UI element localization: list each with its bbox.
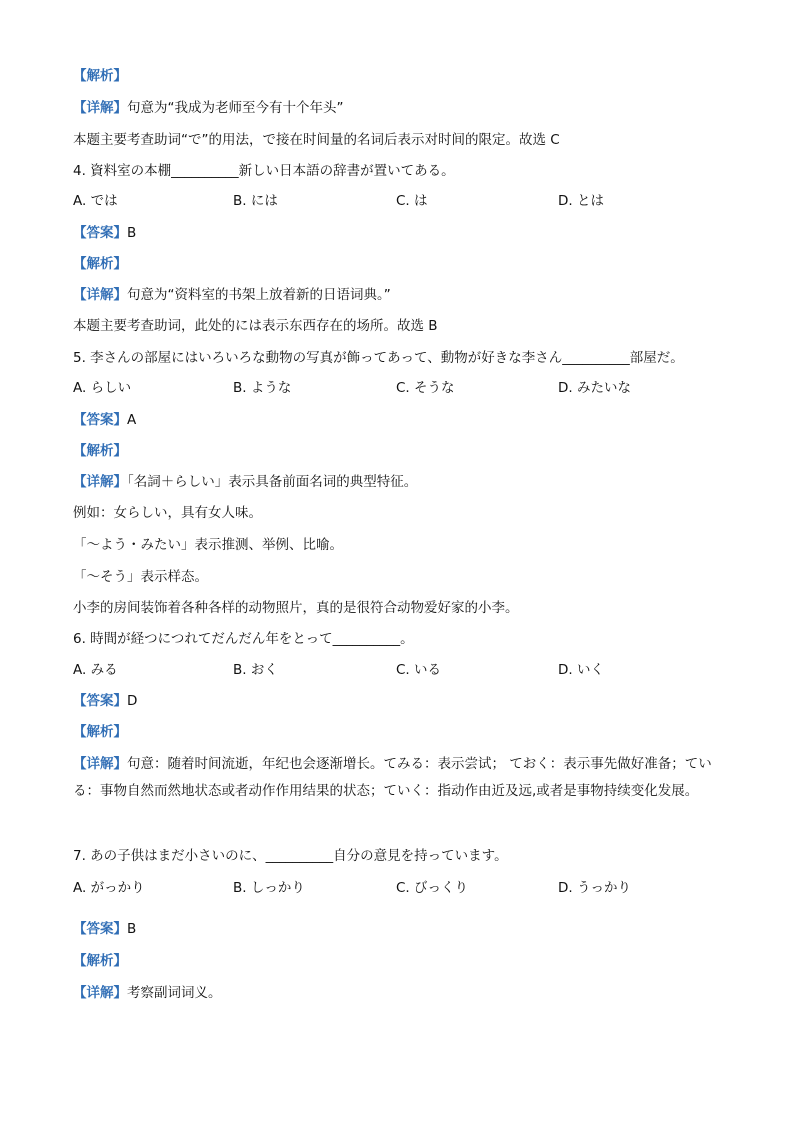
option-a: A. らしい	[73, 380, 132, 396]
detail-tag: 【详解】	[73, 756, 127, 772]
answer-value: B	[127, 225, 137, 241]
answer-line	[73, 691, 137, 711]
detail-text: 句意为“资料室的书架上放着新的日语词典。”	[127, 287, 391, 303]
detail-line	[73, 285, 391, 305]
analysis-heading: 【解析】	[73, 68, 127, 84]
analysis-heading: 【解析】	[73, 724, 127, 740]
detail-tag: 【详解】	[73, 287, 127, 303]
detail-text: 「名詞＋らしい」表示具备前面名词的典型特征。	[127, 474, 418, 490]
detail-tag: 【详解】	[73, 985, 127, 1001]
options-row	[73, 378, 733, 398]
option-b: B. おく	[233, 662, 278, 678]
detail-tag: 【详解】	[73, 474, 127, 490]
example-line: 例如：女らしい，具有女人味。	[73, 505, 262, 521]
question-7: 7. あの子供はまだ小さいのに、__________自分の意見を持っています。	[73, 848, 508, 864]
explanation-line: 「～よう・みたい」表示推测、举例、比喻。	[73, 537, 343, 553]
explanation-note: 本题主要考查助词“で”的用法，で接在时间量的名词后表示对时间的限定。故选 C	[73, 132, 560, 148]
detail-line	[73, 98, 344, 118]
detail-paragraph	[73, 751, 723, 805]
option-a: A. では	[73, 193, 118, 209]
options-row	[73, 878, 733, 898]
answer-tag: 【答案】	[73, 693, 127, 709]
option-c: C. そうな	[396, 380, 455, 396]
answer-line	[73, 410, 136, 430]
option-c: C. は	[396, 193, 428, 209]
detail-text: 句意：随着时间流逝，年纪也会逐渐增长。てみる：表示尝试； ておく：表示事先做好准备；ている：事物自然而然地状态或者动作作用结果的状态；ていく：指动作由近及远,或者是事物持续变化发展。	[73, 756, 712, 799]
detail-line	[73, 983, 222, 1003]
detail-tag: 【详解】	[73, 100, 127, 116]
answer-value: B	[127, 921, 137, 937]
analysis-heading: 【解析】	[73, 443, 127, 459]
option-c: C. いる	[396, 662, 442, 678]
answer-line	[73, 919, 136, 939]
explanation-note: 本题主要考查助词，此处的には表示东西存在的场所。故选 B	[73, 318, 438, 334]
question-5: 5. 李さんの部屋にはいろいろな動物の写真が飾ってあって、動物が好きな李さん__________部屋だ。	[73, 350, 684, 366]
analysis-heading: 【解析】	[73, 953, 127, 969]
option-c: C. びっくり	[396, 880, 469, 896]
answer-tag: 【答案】	[73, 225, 127, 241]
question-4: 4. 資料室の本棚__________新しい日本語の辞書が置いてある。	[73, 163, 455, 179]
answer-tag: 【答案】	[73, 412, 127, 428]
options-row	[73, 660, 733, 680]
option-b: B. ような	[233, 380, 292, 396]
option-a: A. みる	[73, 662, 118, 678]
answer-value: D	[127, 693, 138, 709]
answer-line	[73, 223, 136, 243]
detail-text: 考察副词词义。	[127, 985, 222, 1001]
detail-line	[73, 472, 417, 492]
detail-text: 句意为“我成为老师至今有十个年头”	[127, 100, 344, 116]
explanation-line: 「～そう」表示样态。	[73, 569, 208, 585]
option-b: B. には	[233, 193, 278, 209]
option-b: B. しっかり	[233, 880, 305, 896]
question-6: 6. 時間が経つにつれてだんだん年をとって__________。	[73, 631, 414, 647]
options-row	[73, 191, 733, 211]
option-d: D. うっかり	[558, 880, 631, 896]
analysis-heading: 【解析】	[73, 256, 127, 272]
option-d: D. いく	[558, 662, 604, 678]
option-a: A. がっかり	[73, 880, 145, 896]
option-d: D. みたいな	[558, 380, 631, 396]
option-d: D. とは	[558, 193, 604, 209]
answer-value: A	[127, 412, 137, 428]
answer-tag: 【答案】	[73, 921, 127, 937]
translation-line: 小李的房间装饰着各种各样的动物照片，真的是很符合动物爱好家的小李。	[73, 600, 519, 616]
